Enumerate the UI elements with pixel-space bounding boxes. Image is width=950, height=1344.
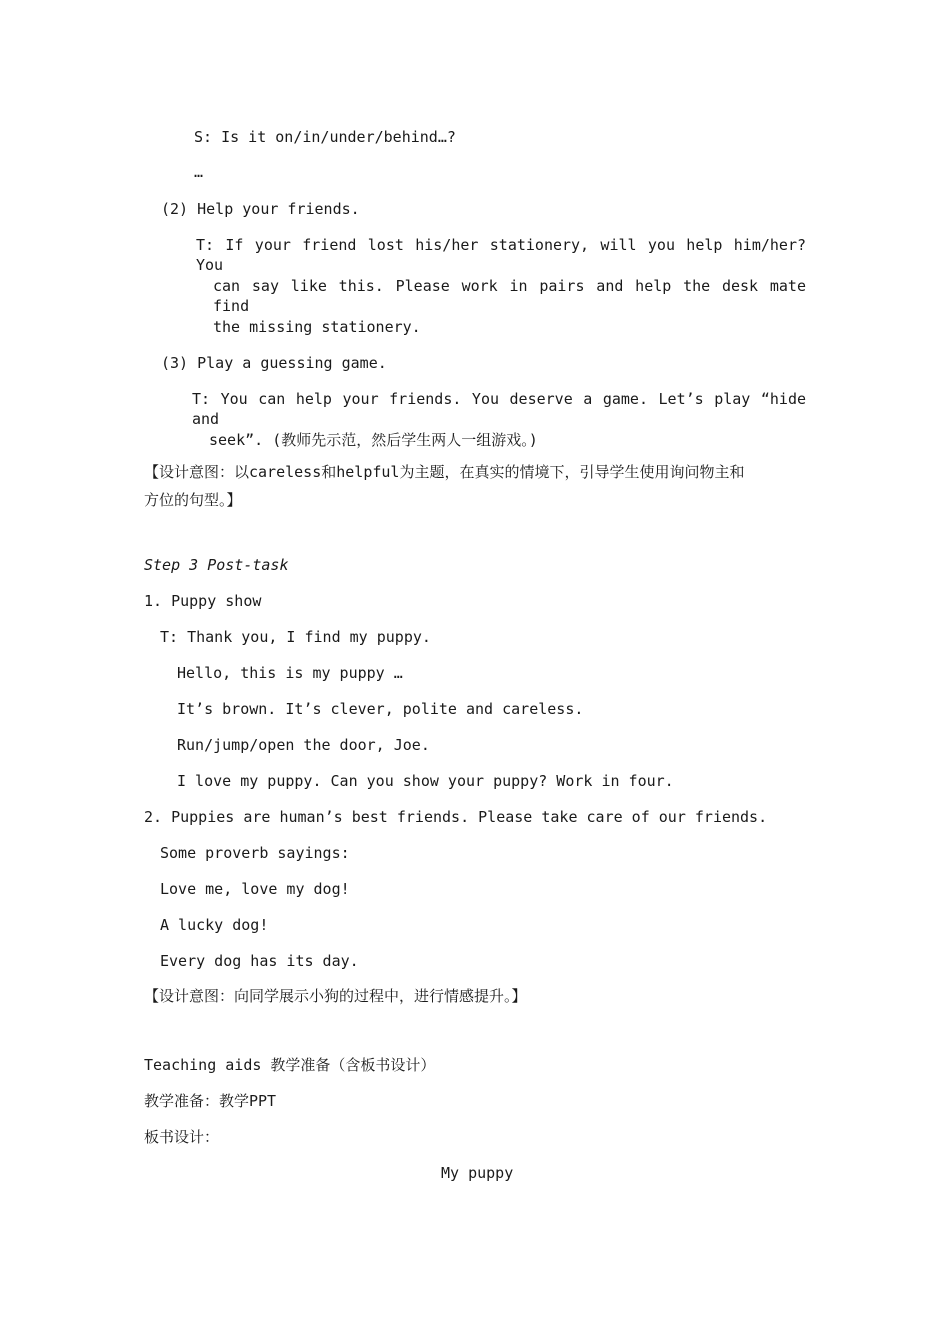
line-ellipsis: …: [194, 163, 204, 181]
heading-play-game: (3) Play a guessing game.: [161, 354, 387, 372]
heading-puppies-friends: 2. Puppies are human’s best friends. Please take care of our friends.: [144, 808, 768, 826]
line-teacher-if-friend: T: If your friend lost his/her stationery, will you help him/her? You: [196, 236, 806, 274]
heading-puppy-show: 1. Puppy show: [144, 592, 262, 610]
line-student-question: S: Is it on/in/under/behind…?: [194, 128, 456, 146]
heading-help-friends: (2) Help your friends.: [161, 200, 360, 218]
design-intent-1b: 方位的句型。】: [144, 491, 242, 509]
line-seek: seek”. (教师先示范，然后学生两人一组游戏。): [209, 431, 538, 449]
step3-heading: Step 3 Post-task: [144, 556, 289, 574]
line-run-jump: Run/jump/open the door, Joe.: [177, 736, 430, 754]
line-teaching-prep: 教学准备：教学PPT: [144, 1092, 277, 1110]
line-teacher-thank: T: Thank you, I find my puppy.: [160, 628, 431, 646]
line-every-dog: Every dog has its day.: [160, 952, 359, 970]
board-title: My puppy: [441, 1164, 514, 1182]
line-hello-puppy: Hello, this is my puppy …: [177, 664, 403, 682]
teaching-aids-heading: Teaching aids 教学准备（含板书设计）: [144, 1056, 436, 1074]
design-intent-2: 【设计意图：向同学展示小狗的过程中，进行情感提升。】: [144, 987, 527, 1005]
line-can-say: can say like this. Please work in pairs and help the desk mate find: [213, 277, 806, 315]
line-board-design: 板书设计：: [144, 1128, 220, 1146]
line-teacher-you-can: T: You can help your friends. You deserve a game. Let’s play “hide and: [192, 390, 806, 428]
line-lucky-dog: A lucky dog!: [160, 916, 269, 934]
line-love-puppy: I love my puppy. Can you show your puppy? Work in four.: [177, 772, 674, 790]
line-proverb: Some proverb sayings:: [160, 844, 350, 862]
line-love-dog: Love me, love my dog!: [160, 880, 350, 898]
design-intent-1a: 【设计意图：以careless和helpful为主题，在真实的情境下，引导学生使用询问物主和: [144, 463, 745, 481]
line-missing-stationery: the missing stationery.: [213, 318, 421, 336]
line-brown: It’s brown. It’s clever, polite and careless.: [177, 700, 584, 718]
